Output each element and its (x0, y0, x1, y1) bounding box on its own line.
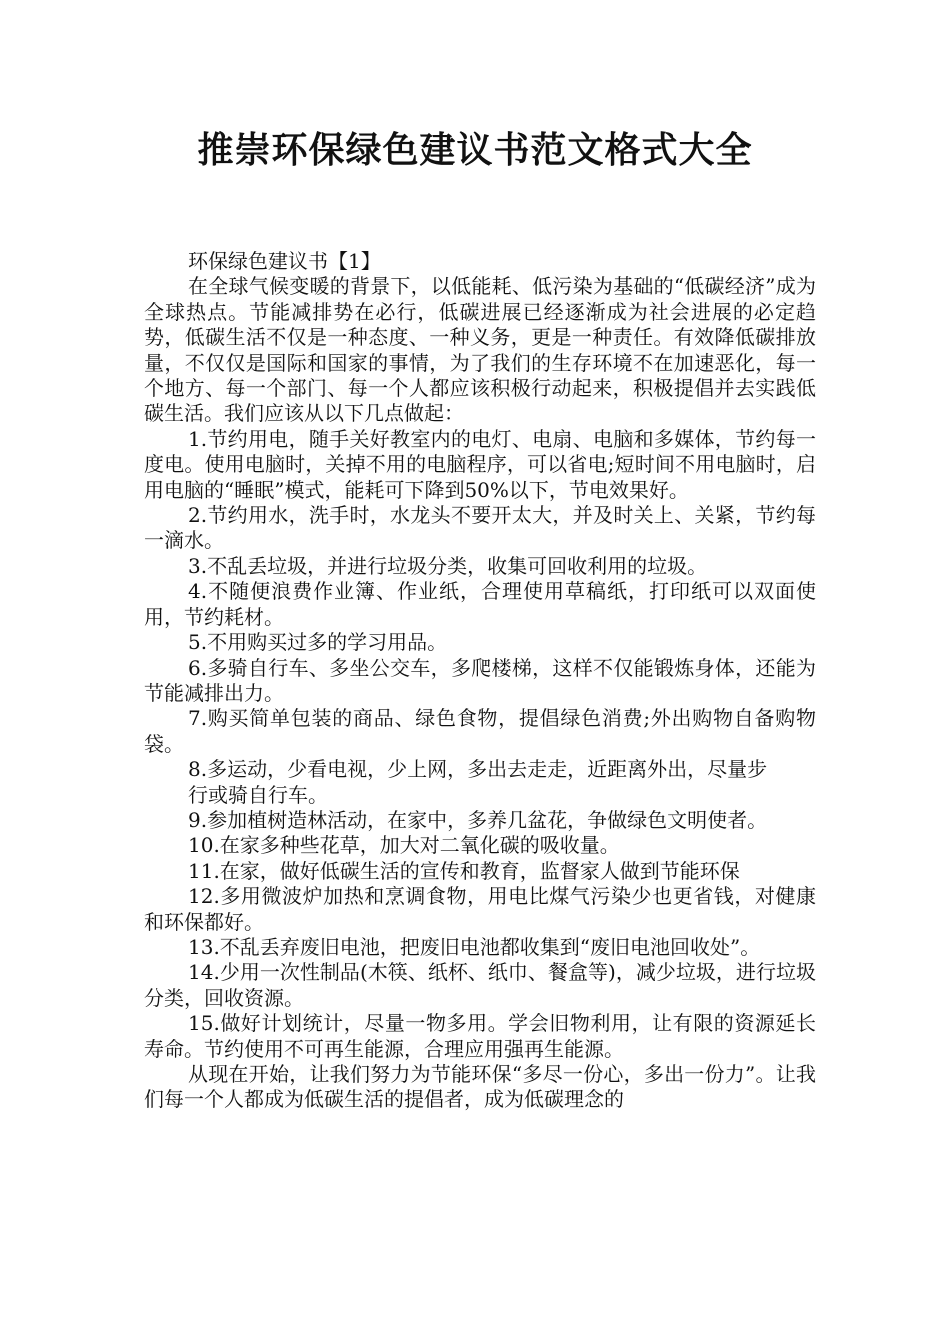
list-item-13: 13.不乱丢弃废旧电池，把废旧电池都收集到“废旧电池回收处”。 (188, 934, 761, 959)
list-item-7: 7.购买简单包装的商品、绿色食物，提倡绿色消费;外出购物自备购物袋。 (144, 706, 816, 756)
list-item-15: 15.做好计划统计，尽量一物多用。学会旧物利用，让有限的资源延长寿命。节约使用不可再生能源，合理应用强再生能源。 (144, 1011, 816, 1061)
closing-paragraph: 从现在开始，让我们努力为节能环保“多尽一份心，多出一份力”。让我们每一个人都成为低碳生活的提倡者，成为低碳理念的 (144, 1062, 816, 1112)
list-item-9: 9.参加植树造林活动，在家中，多养几盆花，争做绿色文明使者。 (188, 807, 768, 832)
list-item-8-continuation: 行或骑自行车。 (188, 782, 328, 807)
list-item-1: 1.节约用电，随手关好教室内的电灯、电扇、电脑和多媒体，节约每一度电。使用电脑时，关掉不用的电脑程序，可以省电;短时间不用电脑时，启用电脑的“睡眠”模式，能耗可下降到50%以下，节电效果好。 (144, 426, 816, 502)
list-item-3: 3.不乱丢垃圾，并进行垃圾分类，收集可回收利用的垃圾。 (188, 553, 708, 578)
list-item-4: 4.不随便浪费作业簿、作业纸，合理使用草稿纸，打印纸可以双面使用，节约耗材。 (144, 579, 816, 629)
document-title: 推崇环保绿色建议书范文格式大全 (197, 130, 753, 171)
list-item-14: 14.少用一次性制品(木筷、纸杯、纸巾、餐盒等)，减少垃圾，进行垃圾分类，回收资源。 (144, 960, 816, 1010)
list-item-6: 6.多骑自行车、多坐公交车，多爬楼梯，这样不仅能锻炼身体，还能为节能减排出力。 (144, 655, 816, 705)
list-item-2: 2.节约用水，洗手时，水龙头不要开太大，并及时关上、关紧，节约每一滴水。 (144, 503, 816, 553)
list-item-11: 11.在家，做好低碳生活的宣传和教育，监督家人做到节能环保 (188, 858, 740, 883)
list-item-10: 10.在家多种些花草，加大对二氧化碳的吸收量。 (188, 833, 620, 858)
list-item-5: 5.不用购买过多的学习用品。 (188, 630, 448, 655)
document-body (144, 249, 816, 1113)
intro-paragraph: 在全球气候变暖的背景下，以低能耗、低污染为基础的“低碳经济”成为全球热点。节能减排势在必行，低碳进展已经逐渐成为社会进展的必定趋势，低碳生活不仅是一种态度、一种义务，更是一种责任。有效降低碳排放量，不仅仅是国际和国家的事情，为了我们的生存环境不在加速恶化，每一个地方、每一个部门、每一个人都应该积极行动起来，积极提倡并去实践低碳生活。我们应该从以下几点做起： (144, 274, 816, 426)
list-item-8: 8.多运动，少看电视，少上网，多出去走走，近距离外出，尽量步 (188, 757, 768, 782)
section-heading: 环保绿色建议书【1】 (188, 249, 381, 273)
list-item-12: 12.多用微波炉加热和烹调食物，用电比煤气污染少也更省钱，对健康和环保都好。 (144, 884, 816, 934)
